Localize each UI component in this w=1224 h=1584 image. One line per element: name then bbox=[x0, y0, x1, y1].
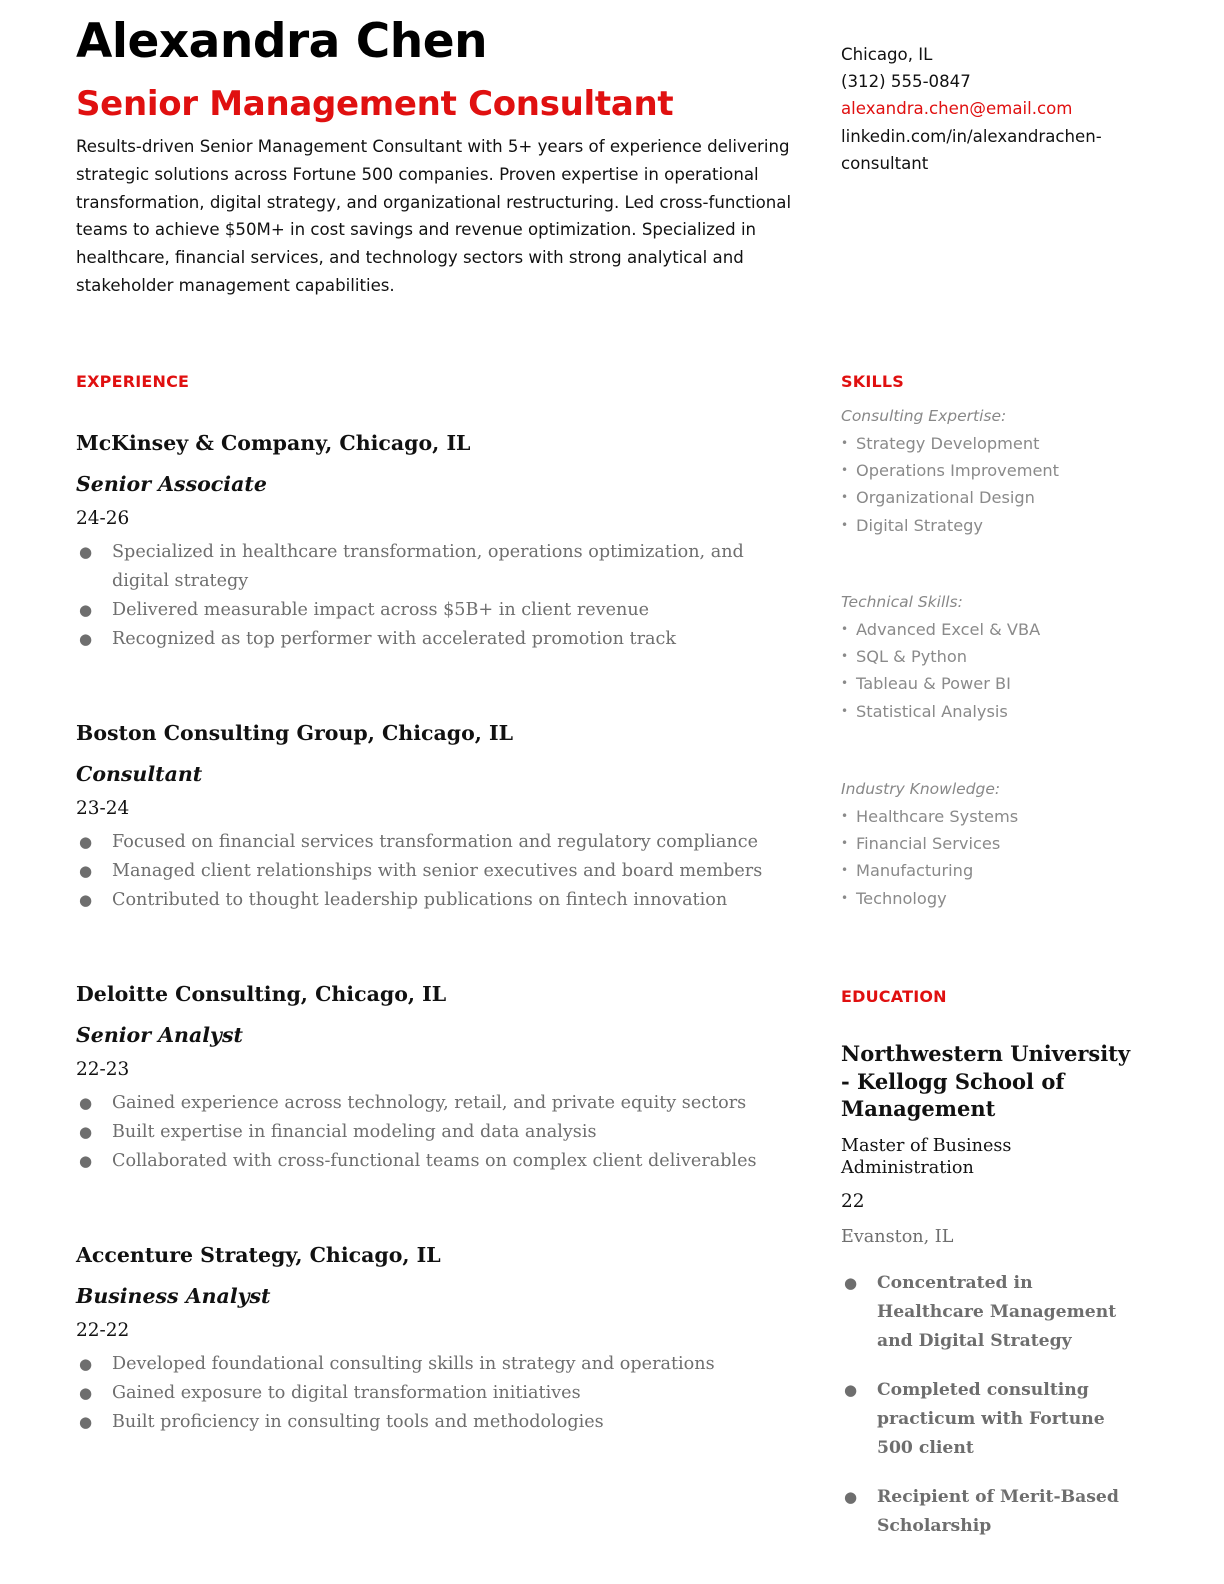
job-role: Senior Analyst bbox=[76, 1023, 243, 1047]
job-entry bbox=[76, 979, 776, 1176]
bullet-icon: ● bbox=[79, 891, 93, 909]
bullet-icon: • bbox=[841, 649, 849, 664]
job-dates: 24-26 bbox=[76, 508, 130, 529]
bullet-icon: ● bbox=[79, 1094, 93, 1112]
education-bullet: ● Recipient of Merit-Based Scholarship bbox=[841, 1483, 1131, 1541]
job-bullet: ● Developed foundational consulting skills in strategy and operations bbox=[76, 1350, 776, 1379]
job-entry bbox=[76, 1240, 776, 1437]
bullet-icon: • bbox=[841, 622, 849, 636]
education-heading: EDUCATION bbox=[841, 987, 947, 1006]
skill-item: • Technology bbox=[841, 885, 1141, 912]
experience-heading: EXPERIENCE bbox=[76, 372, 190, 391]
job-bullet: ● Gained exposure to digital transformation initiatives bbox=[76, 1379, 776, 1408]
education-bullet: ● Concentrated in Healthcare Management and Digital Strategy bbox=[841, 1269, 1131, 1356]
bullet-icon: ● bbox=[79, 1384, 93, 1402]
contact-location: Chicago, IL bbox=[841, 45, 933, 64]
education-school: Northwestern University - Kellogg School of Management bbox=[841, 1041, 1131, 1121]
bullet-icon: ● bbox=[79, 862, 93, 880]
bullet-icon: ● bbox=[844, 1380, 858, 1399]
job-bullets bbox=[76, 538, 776, 654]
bullet-icon: • bbox=[841, 490, 849, 505]
education-bullets bbox=[841, 1269, 1131, 1541]
candidate-name: Alexandra Chen bbox=[76, 14, 488, 69]
job-role: Consultant bbox=[76, 762, 203, 786]
bullet-icon: ● bbox=[79, 1355, 93, 1373]
skill-category: Technical Skills: bbox=[841, 593, 963, 611]
bullet-icon: • bbox=[841, 836, 849, 851]
skill-item: • Advanced Excel & VBA bbox=[841, 616, 1141, 643]
skill-item: • Financial Services bbox=[841, 830, 1141, 857]
bullet-icon: ● bbox=[79, 1152, 93, 1170]
job-dates: 22-22 bbox=[76, 1320, 130, 1341]
skill-group bbox=[841, 589, 1141, 725]
skill-item: • Operations Improvement bbox=[841, 457, 1141, 484]
job-role: Senior Associate bbox=[76, 472, 267, 496]
bullet-icon: ● bbox=[79, 601, 93, 619]
skill-item: • Statistical Analysis bbox=[841, 698, 1141, 725]
job-role: Business Analyst bbox=[76, 1284, 271, 1308]
job-dates: 22-23 bbox=[76, 1059, 130, 1080]
job-bullets bbox=[76, 1089, 776, 1176]
skill-group bbox=[841, 403, 1141, 539]
skill-list bbox=[841, 803, 1141, 912]
skill-item: • Organizational Design bbox=[841, 484, 1141, 511]
job-bullet: ● Contributed to thought leadership publications on fintech innovation bbox=[76, 886, 776, 915]
job-company: McKinsey & Company, Chicago, IL bbox=[76, 431, 471, 455]
bullet-icon: • bbox=[841, 809, 849, 823]
skill-item: • SQL & Python bbox=[841, 643, 1141, 670]
bullet-icon: • bbox=[841, 517, 849, 532]
skill-item: • Healthcare Systems bbox=[841, 803, 1141, 830]
job-company: Deloitte Consulting, Chicago, IL bbox=[76, 982, 447, 1006]
bullet-icon: ● bbox=[844, 1273, 858, 1292]
job-title: Senior Management Consultant bbox=[76, 84, 674, 124]
bullet-icon: ● bbox=[79, 630, 93, 648]
job-bullet: ● Specialized in healthcare transformation, operations optimization, and digital strategy bbox=[76, 538, 776, 596]
skill-category: Consulting Expertise: bbox=[841, 407, 1007, 425]
job-bullet: ● Managed client relationships with senior executives and board members bbox=[76, 857, 776, 886]
job-entry bbox=[76, 428, 776, 654]
job-bullet: ● Recognized as top performer with accelerated promotion track bbox=[76, 625, 776, 654]
job-bullets bbox=[76, 828, 776, 915]
bullet-icon: • bbox=[841, 436, 849, 450]
job-company: Boston Consulting Group, Chicago, IL bbox=[76, 721, 514, 745]
bullet-icon: ● bbox=[79, 833, 93, 851]
contact-phone: (312) 555-0847 bbox=[841, 72, 971, 92]
education-entry bbox=[841, 1040, 1131, 1561]
contact-linkedin: linkedin.com/in/alexandrachen-consultant bbox=[841, 126, 1102, 173]
bullet-icon: • bbox=[841, 676, 849, 691]
job-bullet: ● Focused on financial services transformation and regulatory compliance bbox=[76, 828, 776, 857]
bullet-icon: • bbox=[841, 863, 849, 878]
professional-summary: Results-driven Senior Management Consultant with 5+ years of experience delivering strategic solutions across Fortune 500 companies. Proven expertise in operational transformation, digital strategy, and organizational restructuring. Led cross-functional teams to achieve $50M+ in cost savings and revenue optimization. Specialized in healthcare, financial services, and technology sectors with strong analytical and stakeholder management capabilities. bbox=[76, 137, 792, 295]
education-location: Evanston, IL bbox=[841, 1226, 954, 1247]
job-bullets bbox=[76, 1350, 776, 1437]
bullet-icon: ● bbox=[79, 543, 93, 561]
skills-heading: SKILLS bbox=[841, 372, 904, 391]
skill-category: Industry Knowledge: bbox=[841, 780, 1001, 798]
bullet-icon: ● bbox=[79, 1123, 93, 1141]
skill-item: • Manufacturing bbox=[841, 857, 1141, 884]
skill-group bbox=[841, 776, 1141, 912]
job-dates: 23-24 bbox=[76, 798, 130, 819]
skill-list bbox=[841, 430, 1141, 539]
bullet-icon: ● bbox=[844, 1487, 858, 1506]
job-company: Accenture Strategy, Chicago, IL bbox=[76, 1243, 441, 1267]
job-bullet: ● Built expertise in financial modeling and data analysis bbox=[76, 1118, 776, 1147]
education-degree: Master of Business Administration bbox=[841, 1135, 1012, 1178]
bullet-icon: ● bbox=[79, 1413, 93, 1431]
contact-block bbox=[841, 41, 1141, 177]
skill-item: • Tableau & Power BI bbox=[841, 670, 1141, 697]
job-bullet: ● Built proficiency in consulting tools and methodologies bbox=[76, 1408, 776, 1437]
job-bullet: ● Gained experience across technology, retail, and private equity sectors bbox=[76, 1089, 776, 1118]
education-year: 22 bbox=[841, 1190, 865, 1212]
bullet-icon: • bbox=[841, 703, 849, 718]
education-bullet: ● Completed consulting practicum with Fortune 500 client bbox=[841, 1376, 1131, 1463]
bullet-icon: • bbox=[841, 463, 849, 478]
skill-item: • Strategy Development bbox=[841, 430, 1141, 457]
job-entry bbox=[76, 718, 776, 915]
skill-list bbox=[841, 616, 1141, 725]
contact-email-link[interactable]: alexandra.chen@email.com bbox=[841, 99, 1073, 119]
skill-item: • Digital Strategy bbox=[841, 512, 1141, 539]
job-bullet: ● Collaborated with cross-functional teams on complex client deliverables bbox=[76, 1147, 776, 1176]
bullet-icon: • bbox=[841, 890, 849, 905]
job-bullet: ● Delivered measurable impact across $5B+ in client revenue bbox=[76, 596, 776, 625]
